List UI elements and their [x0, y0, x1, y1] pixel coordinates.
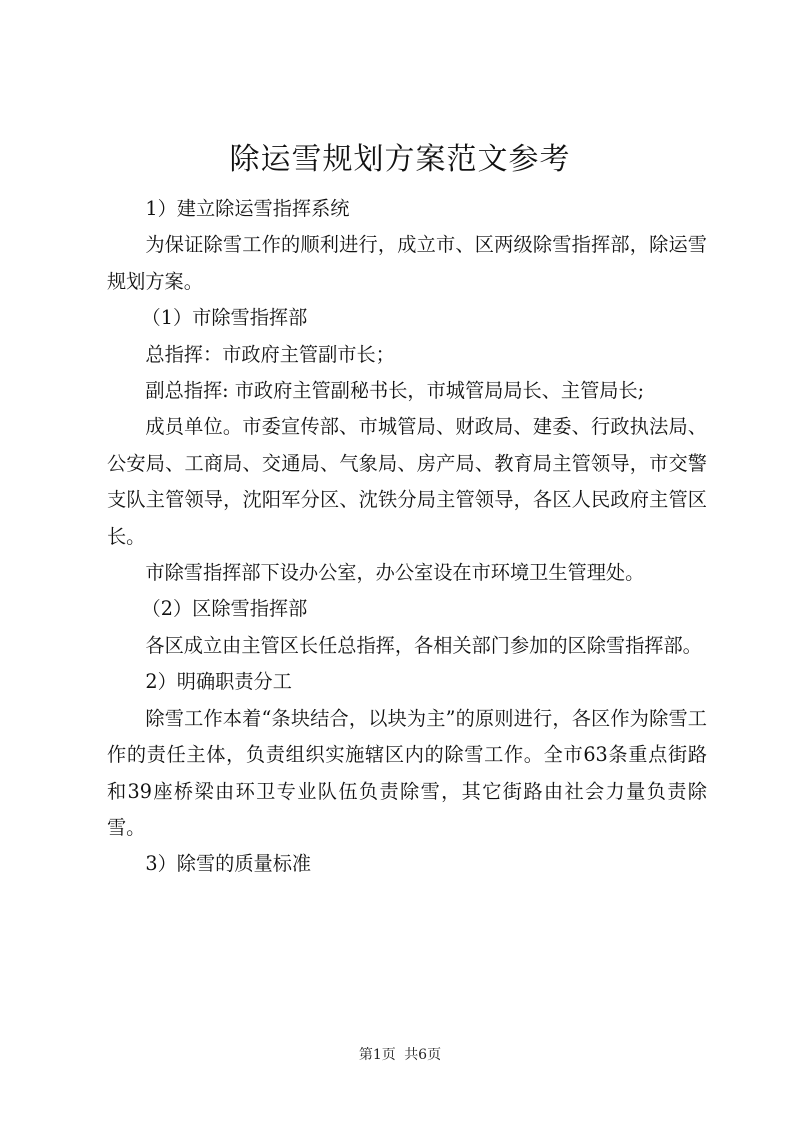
section-heading: 2）明确职责分工 [145, 670, 292, 694]
paragraph: 为保证除雪工作的顺利进行，成立市、区两级除雪指挥部，除运雪规划方案。 [107, 233, 707, 293]
section-heading: 1）建立除运雪指挥系统 [145, 197, 350, 220]
paragraph: 除雪工作本着“条块结合，以块为主”的原则进行，各区作为除雪工作的责任主体，负责组织实施辖区内的除雪工作。全市63条重点街路和39座桥梁由环卫专业队伍负责除雪，其它街路由社会力量负责除雪。 [107, 706, 707, 839]
paragraph: 总指挥：市政府主管副市长； [145, 342, 395, 366]
paragraph: 成员单位。市委宣传部、市城管局、财政局、建委、行政执法局、公安局、工商局、交通局、气象局、房产局、教育局主管领导，市交警支队主管领导，沈阳军分区、沈铁分局主管领导，各区人民政府主管区长。 [107, 415, 707, 548]
paragraph: 各区成立由主管区长任总指挥，各相关部门参加的区除雪指挥部。 [145, 633, 702, 657]
paragraph: 市除雪指挥部下设办公室，办公室设在市环境卫生管理处。 [145, 561, 645, 585]
subsection-heading: （2）区除雪指挥部 [141, 597, 308, 621]
section-heading: 3）除雪的质量标准 [145, 852, 312, 876]
document-title: 除运雪规划方案范文参考 [229, 142, 571, 177]
page-number: 第1页 [358, 1047, 396, 1063]
paragraph: 副总指挥: 市政府主管副秘书长，市城管局局长、主管局长; [145, 379, 645, 403]
page-total: 共6页 [404, 1047, 442, 1063]
document-body [107, 191, 707, 883]
page-footer [0, 1046, 800, 1064]
subsection-heading: （1）市除雪指挥部 [141, 306, 308, 330]
